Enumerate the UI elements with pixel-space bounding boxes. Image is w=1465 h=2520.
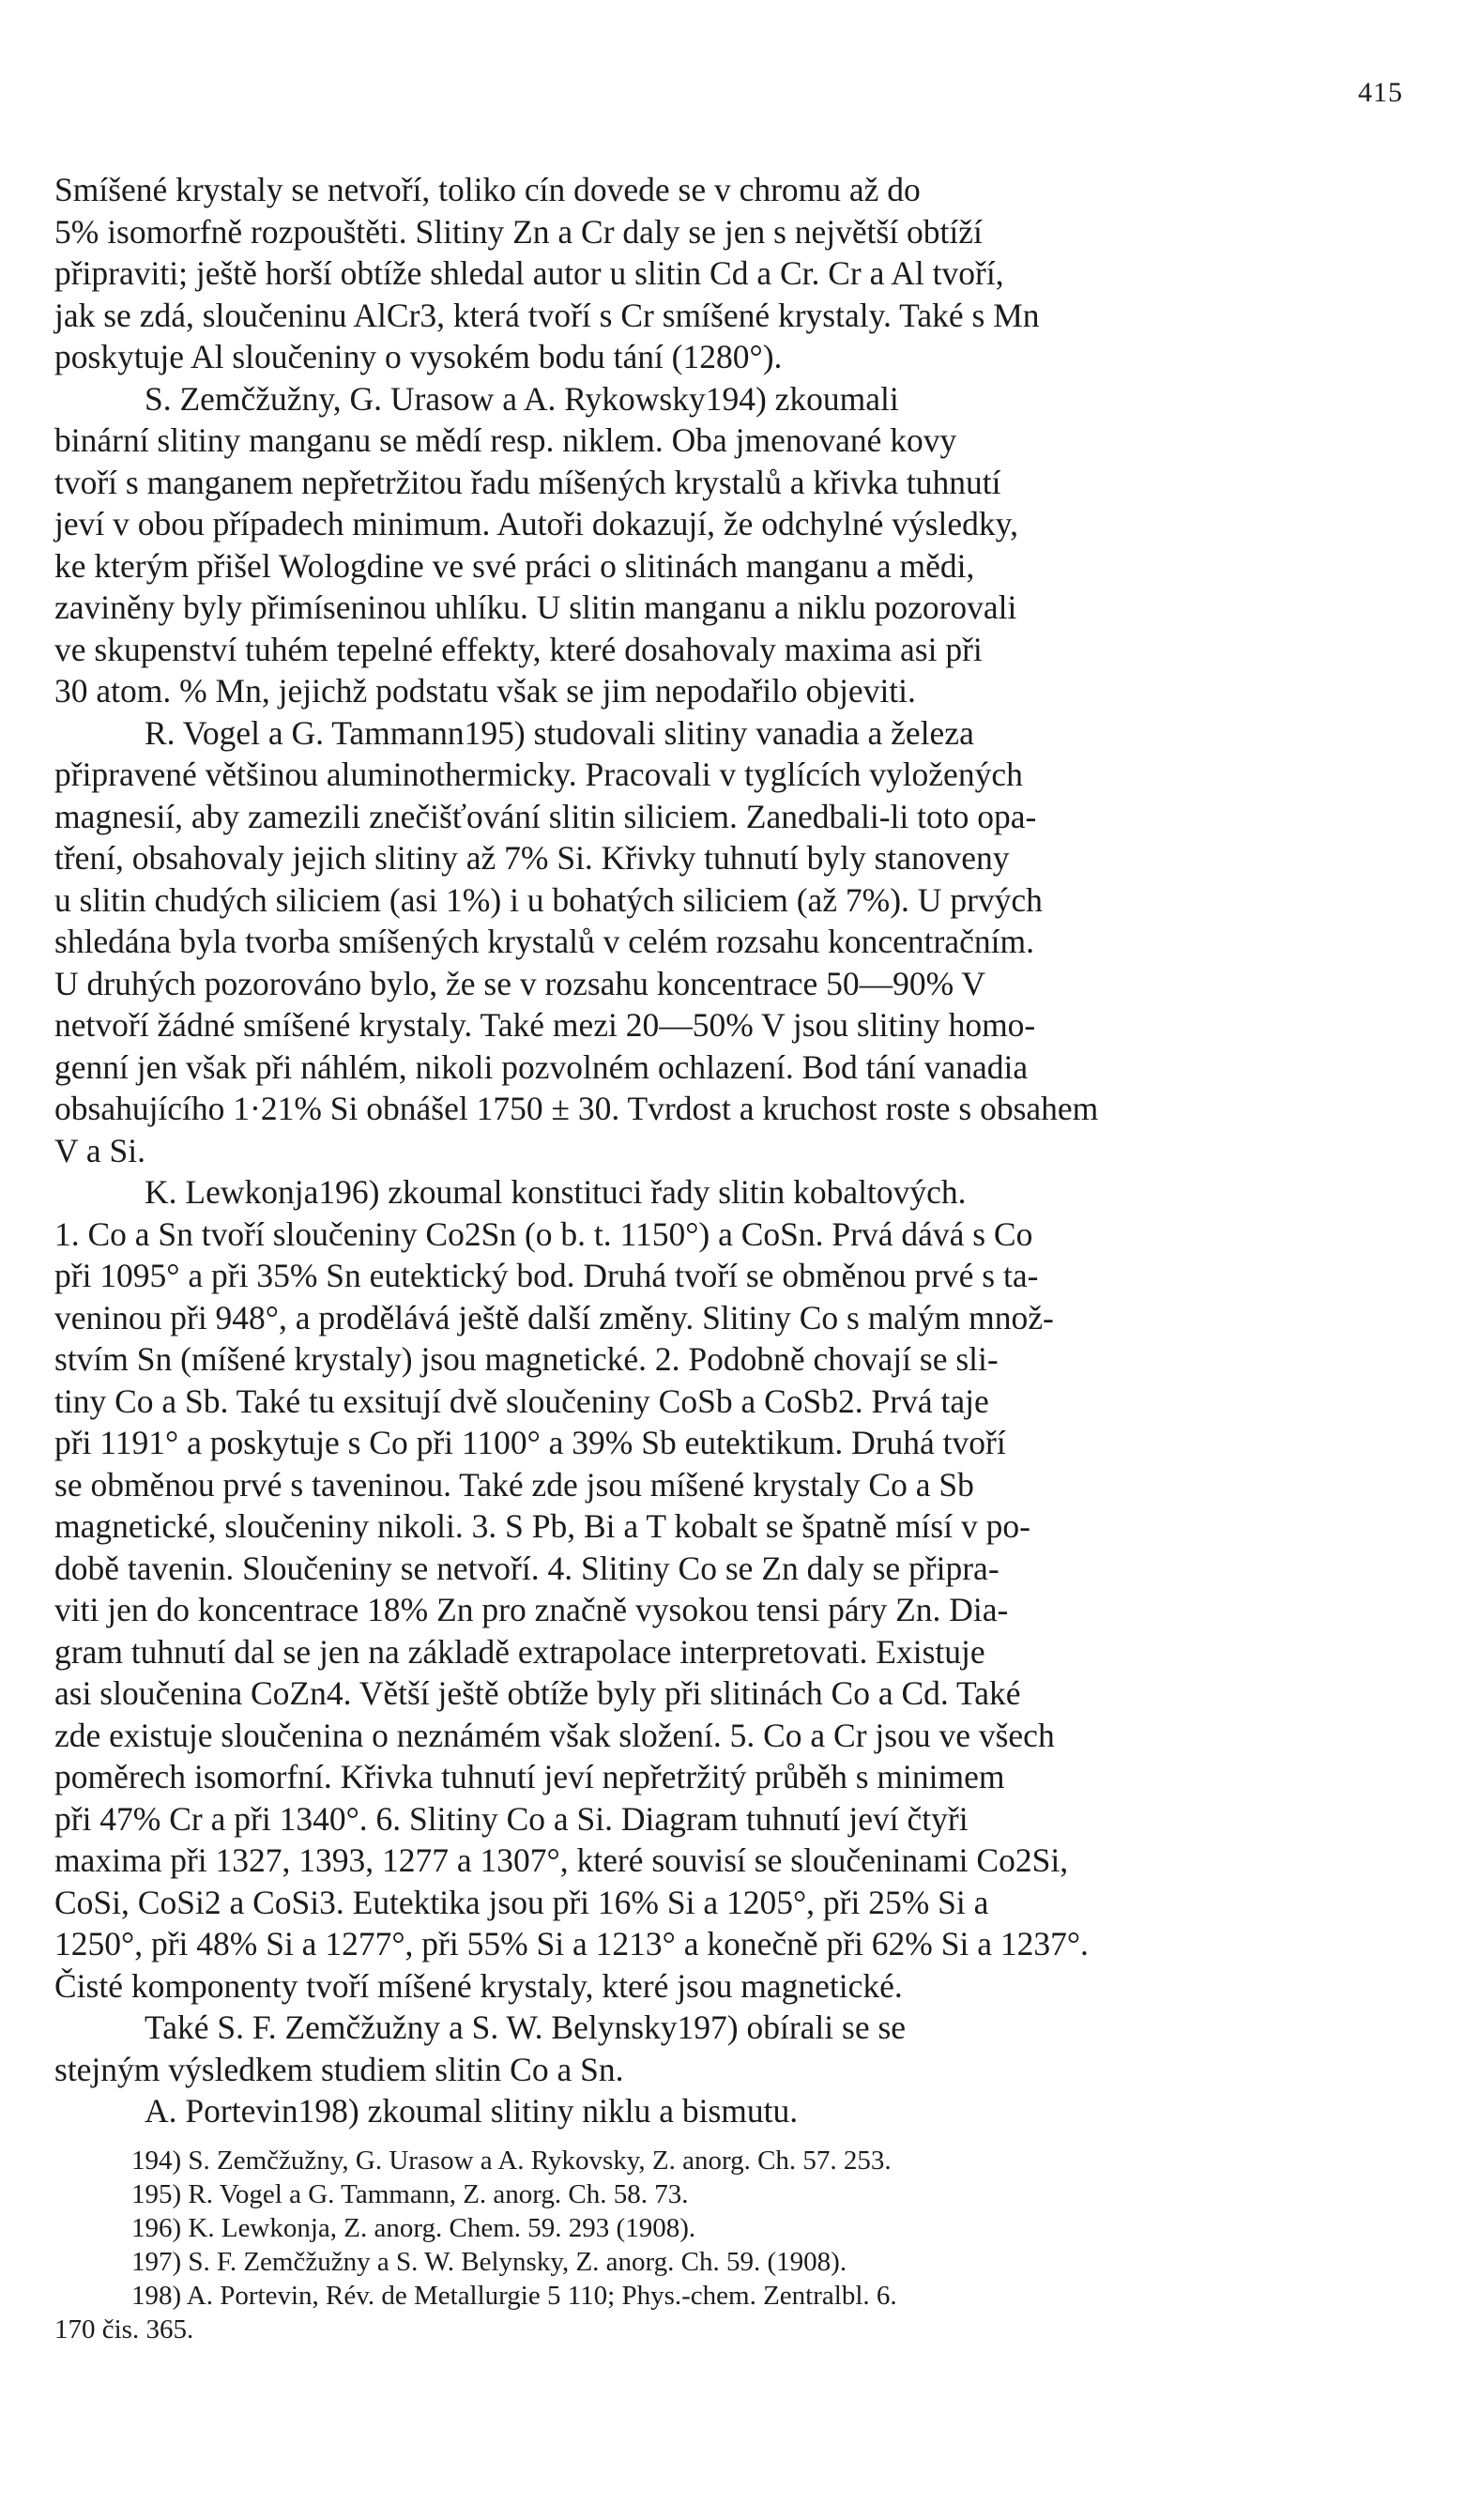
text-line: 5% isomorfně rozpouštěti. Slitiny Zn a Cr daly se jen s největší obtíží bbox=[54, 212, 983, 251]
footnote: 198) A. Portevin, Rév. de Metallurgie 5 110; Phys.-chem. Zentralbl. 6. bbox=[131, 2281, 897, 2311]
footnote: 195) R. Vogel a G. Tammann, Z. anorg. Ch. 58. 73. bbox=[131, 2179, 689, 2209]
text-line: 1. Co a Sn tvoří sloučeniny Co2Sn (o b. t. 1150°) a CoSn. Prvá dává s Co bbox=[54, 1214, 1033, 1253]
text-line: magnetické, sloučeniny nikoli. 3. S Pb, Bi a T kobalt se špatně mísí v po- bbox=[54, 1507, 1030, 1545]
text-line: při 47% Cr a při 1340°. 6. Slitiny Co a Si. Diagram tuhnutí jeví čtyři bbox=[54, 1799, 969, 1838]
text-line: obsahujícího 1·21% Si obnášel 1750 ± 30. Tvrdost a kruchost roste s obsahem bbox=[54, 1090, 1099, 1127]
text-line: veninou při 948°, a prodělává ještě další změny. Slitiny Co s malým množ- bbox=[54, 1298, 1054, 1336]
text-line: R. Vogel a G. Tammann195) studovali slitiny vanadia a železa bbox=[145, 713, 974, 752]
text-line: jeví v obou případech minimum. Autoři dokazují, že odchylné výsledky, bbox=[54, 505, 1018, 542]
text-line: době tavenin. Sloučeniny se netvoří. 4. Slitiny Co se Zn daly se připra- bbox=[54, 1549, 1000, 1587]
text-line: netvoří žádné smíšené krystaly. Také mezi 20—50% V jsou slitiny homo- bbox=[54, 1006, 1036, 1044]
text-line: připraviti; ještě horší obtíže shledal autor u slitin Cd a Cr. Cr a Al tvoří, bbox=[54, 254, 1004, 292]
text-line: ve skupenství tuhém tepelné effekty, které dosahovaly maxima asi při bbox=[54, 630, 983, 668]
text-line: tiny Co a Sb. Také tu exsitují dvě sloučeniny CoSb a CoSb2. Prvá taje bbox=[54, 1382, 989, 1420]
text-line: u slitin chudých siliciem (asi 1%) i u bohatých siliciem (až 7%). U prvých bbox=[54, 880, 1043, 919]
text-line: zde existuje sloučenina o neznámém však složení. 5. Co a Cr jsou ve všech bbox=[54, 1716, 1055, 1754]
text-line: A. Portevin198) zkoumal slitiny niklu a bismutu. bbox=[145, 2092, 799, 2130]
text-line: tření, obsahovaly jejich slitiny až 7% Si. Křivky tuhnutí byly stanoveny bbox=[54, 839, 1010, 877]
text-line: poskytuje Al sloučeniny o vysokém bodu tání (1280°). bbox=[54, 338, 783, 375]
text-line: ke kterým přišel Wologdine ve své práci o slitinách manganu a mědi, bbox=[54, 546, 975, 585]
footnote: 194) S. Zemčžužny, G. Urasow a A. Rykovsky, Z. anorg. Ch. 57. 253. bbox=[131, 2146, 892, 2176]
text-line: se obměnou prvé s taveninou. Také zde jsou míšené krystaly Co a Sb bbox=[54, 1465, 974, 1504]
text-line: zaviněny byly přimíseninou uhlíku. U slitin manganu a niklu pozorovali bbox=[54, 588, 1017, 626]
text-line: shledána byla tvorba smíšených krystalů v celém rozsahu koncentračním. bbox=[54, 923, 1034, 960]
text-line: poměrech isomorfní. Křivka tuhnutí jeví nepřetržitý průběh s minimem bbox=[54, 1758, 1005, 1795]
text-line: stvím Sn (míšené krystaly) jsou magnetické. 2. Podobně chovají se sli- bbox=[54, 1340, 999, 1378]
footnotes bbox=[54, 2144, 1406, 2346]
text-line: V a Si. bbox=[54, 1131, 145, 1169]
text-line: binární slitiny manganu se mědí resp. niklem. Oba jmenované kovy bbox=[54, 421, 957, 459]
text-line: viti jen do koncentrace 18% Zn pro značně vysokou tensi páry Zn. Dia- bbox=[54, 1591, 1009, 1628]
text-line: při 1095° a při 35% Sn eutektický bod. Druhá tvoří se obměnou prvé s ta- bbox=[54, 1257, 1039, 1294]
body-text bbox=[54, 169, 1423, 2132]
text-line: Čisté komponenty tvoří míšené krystaly, které jsou magnetické. bbox=[54, 1966, 903, 2005]
text-line: připravené většinou aluminothermicky. Pracovali v tyglících vyložených bbox=[54, 756, 1023, 793]
footnote: 196) K. Lewkonja, Z. anorg. Chem. 59. 293 (1908). bbox=[131, 2213, 696, 2243]
text-line: Také S. F. Zemčžužny a S. W. Belynsky197) obírali se se bbox=[145, 2008, 907, 2046]
text-line: S. Zemčžužny, G. Urasow a A. Rykowsky194) zkoumali bbox=[145, 379, 899, 418]
text-line: 30 atom. % Mn, jejichž podstatu však se jim nepodařilo objeviti. bbox=[54, 672, 916, 710]
text-line: magnesií, aby zamezili znečišťování slitin siliciem. Zanedbali-li toto opa- bbox=[54, 797, 1037, 835]
text-line: stejným výsledkem studiem slitin Co a Sn. bbox=[54, 2050, 624, 2088]
text-line: asi sloučenina CoZn4. Větší ještě obtíže byly při slitinách Co a Cd. Také bbox=[54, 1674, 1021, 1712]
text-line: při 1191° a poskytuje s Co při 1100° a 39% Sb eutektikum. Druhá tvoří bbox=[54, 1424, 1006, 1461]
text-line: K. Lewkonja196) zkoumal konstituci řady slitin kobaltových. bbox=[145, 1173, 967, 1211]
footnote: 170 čis. 365. bbox=[54, 2314, 194, 2344]
text-line: Smíšené krystaly se netvoří, toliko cín dovede se v chromu až do bbox=[54, 171, 921, 208]
text-line: CoSi, CoSi2 a CoSi3. Eutektika jsou při 16% Si a 1205°, při 25% Si a bbox=[54, 1883, 989, 1921]
page-number: 415 bbox=[1358, 77, 1403, 108]
text-line: tvoří s manganem nepřetržitou řadu míšených krystalů a křivka tuhnutí bbox=[54, 463, 1001, 501]
text-line: 1250°, při 48% Si a 1277°, při 55% Si a 1213° a konečně při 62% Si a 1237°. bbox=[54, 1925, 1089, 1963]
text-line: genní jen však při náhlém, nikoli pozvolném ochlazení. Bod tání vanadia bbox=[54, 1047, 1029, 1086]
text-line: U druhých pozorováno bylo, že se v rozsahu koncentrace 50—90% V bbox=[54, 964, 986, 1002]
text-line: maxima při 1327, 1393, 1277 a 1307°, které souvisí se sloučeninami Co2Si, bbox=[54, 1841, 1069, 1879]
footnote: 197) S. F. Zemčžužny a S. W. Belynsky, Z. anorg. Ch. 59. (1908). bbox=[131, 2247, 847, 2277]
text-line: gram tuhnutí dal se jen na základě extrapolace interpretovati. Existuje bbox=[54, 1632, 985, 1671]
text-line: jak se zdá, sloučeninu AlCr3, která tvoří s Cr smíšené krystaly. Také s Mn bbox=[54, 296, 1040, 334]
